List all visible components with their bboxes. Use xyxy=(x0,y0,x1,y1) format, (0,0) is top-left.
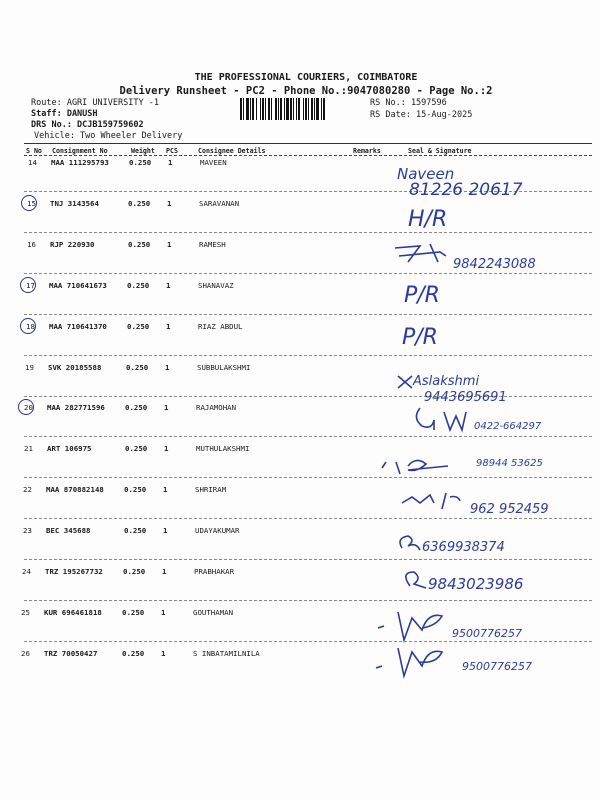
barcode-bar xyxy=(262,98,264,120)
row-weight: 0.250 xyxy=(123,567,146,576)
row-pcs: 1 xyxy=(168,158,173,167)
barcode-bar xyxy=(265,98,266,120)
barcode-bar xyxy=(275,98,277,120)
row-pcs: 1 xyxy=(161,649,166,658)
row-sno: 24 xyxy=(22,567,31,576)
barcode-bar xyxy=(323,98,325,120)
row-pcs: 1 xyxy=(164,444,169,453)
staff-label: Staff: DANUSH xyxy=(31,109,98,119)
signature-21 xyxy=(382,460,448,474)
handwriting-23-number: 6369938374 xyxy=(422,540,505,555)
row-pcs: 1 xyxy=(164,403,169,412)
row-pcs: 1 xyxy=(163,526,168,535)
barcode-bar xyxy=(305,98,307,120)
barcode-bar xyxy=(308,98,309,120)
row-weight: 0.250 xyxy=(125,444,148,453)
row-sno: 21 xyxy=(24,444,33,453)
row-separator xyxy=(24,641,592,642)
row-consignee: SHANAVAZ xyxy=(198,281,234,290)
row-consignee: RIAZ ABDUL xyxy=(198,322,243,331)
row-pcs: 1 xyxy=(167,240,172,249)
row-separator xyxy=(24,559,592,560)
vehicle-label: Vehicle: Two Wheeler Delivery xyxy=(34,131,183,141)
row-sno: 14 xyxy=(28,158,37,167)
barcode-bar xyxy=(314,98,315,120)
handwriting-16-number: 9842243088 xyxy=(453,257,536,272)
signature-19-mark xyxy=(398,376,412,388)
handwriting-15: H/R xyxy=(408,207,448,232)
row-weight: 0.250 xyxy=(124,485,147,494)
barcode-bar xyxy=(311,98,313,120)
signature-16-strike xyxy=(395,244,446,262)
row-consignment: MAA 710641370 xyxy=(49,322,107,331)
row-consignee: SHRIRAM xyxy=(195,485,227,494)
row-sno: 26 xyxy=(21,649,30,658)
col-consignment: Consignment No xyxy=(52,147,108,155)
barcode-bar xyxy=(303,98,304,120)
row-pcs: 1 xyxy=(166,281,171,290)
row-consignment: MAA 870882148 xyxy=(46,485,104,494)
row-pcs: 1 xyxy=(166,322,171,331)
company-title: THE PROFESSIONAL COURIERS, COIMBATORE xyxy=(194,72,418,83)
col-consignee: Consignee Details xyxy=(198,147,266,155)
row-consignment: TRZ 70050427 xyxy=(44,649,98,658)
row-consignee: S INBATAMILNILA xyxy=(193,649,260,658)
handwriting-21-number: 98944 53625 xyxy=(476,458,543,469)
barcode-bar xyxy=(284,98,285,120)
route-label: Route: AGRI UNIVERSITY -1 xyxy=(31,98,159,108)
barcode-bar xyxy=(250,98,251,120)
row-weight: 0.250 xyxy=(129,158,152,167)
row-circle-mark xyxy=(18,399,34,415)
row-sno: 16 xyxy=(27,240,36,249)
rs-number: RS No.: 1597596 xyxy=(370,98,447,108)
barcode-bar xyxy=(256,98,257,120)
barcode-bar xyxy=(246,98,249,120)
row-separator xyxy=(24,436,592,437)
barcode-bar xyxy=(240,98,242,120)
barcode xyxy=(240,98,362,120)
row-consignee: MAVEEN xyxy=(200,158,227,167)
handwriting-26-number: 9500776257 xyxy=(462,660,532,673)
row-separator xyxy=(24,314,592,315)
handwriting-22-number: 962 952459 xyxy=(470,502,549,517)
row-separator xyxy=(24,273,592,274)
col-remarks: Remarks xyxy=(353,147,381,155)
header-bottom-rule xyxy=(24,155,592,156)
row-separator xyxy=(24,600,592,601)
barcode-bar xyxy=(316,98,319,120)
col-weight: Weight xyxy=(131,147,155,155)
row-weight: 0.250 xyxy=(126,363,149,372)
row-consignee: RAJAMOHAN xyxy=(196,403,237,412)
col-sno: S No xyxy=(26,147,42,155)
barcode-bar xyxy=(290,98,292,120)
row-sno: 25 xyxy=(21,608,30,617)
handwriting-19-number: 9443695691 xyxy=(424,390,507,405)
row-consignment: MAA 282771596 xyxy=(47,403,105,412)
barcode-bar xyxy=(293,98,294,120)
row-consignment: TNJ 3143564 xyxy=(50,199,99,208)
row-circle-mark xyxy=(21,195,37,211)
row-sno: 18 xyxy=(26,322,35,331)
runsheet-title: Delivery Runsheet - PC2 - Phone No.:9047080280 - Page No.:2 xyxy=(119,85,493,97)
barcode-bar xyxy=(321,98,322,120)
signature-26 xyxy=(376,648,442,676)
barcode-bar xyxy=(252,98,254,120)
barcode-bar xyxy=(280,98,282,120)
row-consignment: MAA 710641673 xyxy=(49,281,107,290)
signature-25 xyxy=(378,612,442,640)
row-circle-mark xyxy=(20,318,36,334)
signature-20 xyxy=(416,408,466,430)
row-weight: 0.250 xyxy=(128,199,151,208)
header-top-rule xyxy=(24,143,592,144)
barcode-bar xyxy=(243,98,244,120)
row-separator xyxy=(24,355,592,356)
row-sno: 19 xyxy=(25,363,34,372)
row-separator xyxy=(24,518,592,519)
row-pcs: 1 xyxy=(162,567,167,576)
row-consignment: RJP 220930 xyxy=(50,240,95,249)
row-consignment: KUR 696461818 xyxy=(44,608,102,617)
handwriting-19-name: Aslakshmi xyxy=(413,374,480,389)
row-consignment: SVK 20185588 xyxy=(48,363,102,372)
barcode-bar xyxy=(298,98,300,120)
row-weight: 0.250 xyxy=(122,649,145,658)
row-circle-mark xyxy=(20,277,36,293)
col-seal-signature: Seal & Signature xyxy=(408,147,472,155)
barcode-bar xyxy=(278,98,279,120)
row-weight: 0.250 xyxy=(125,403,148,412)
row-separator xyxy=(24,477,592,478)
row-weight: 0.250 xyxy=(128,240,151,249)
row-weight: 0.250 xyxy=(124,526,147,535)
handwriting-20-number: 0422-664297 xyxy=(474,421,542,432)
signature-22 xyxy=(402,493,460,509)
handwriting-17: P/R xyxy=(404,283,440,308)
row-pcs: 1 xyxy=(163,485,168,494)
row-consignment: BEC 345688 xyxy=(46,526,91,535)
handwriting-14-number: 81226 20617 xyxy=(409,180,523,200)
col-pcs: PCS xyxy=(166,147,178,155)
rs-date: RS Date: 15-Aug-2025 xyxy=(370,110,473,120)
handwriting-25-number: 9500776257 xyxy=(452,627,522,640)
row-consignee: SUBBULAKSHMI xyxy=(197,363,251,372)
row-consignment: TRZ 195267732 xyxy=(45,567,103,576)
row-pcs: 1 xyxy=(167,199,172,208)
row-sno: 17 xyxy=(26,281,35,290)
row-pcs: 1 xyxy=(161,608,166,617)
row-weight: 0.250 xyxy=(127,322,150,331)
row-consignee: SARAVANAN xyxy=(199,199,240,208)
row-sno: 20 xyxy=(24,403,33,412)
drs-number: DRS No.: DCJB159759602 xyxy=(31,120,144,130)
barcode-bar xyxy=(260,98,261,120)
signature-23 xyxy=(400,536,420,550)
row-separator xyxy=(24,232,592,233)
signature-24 xyxy=(406,572,426,588)
row-weight: 0.250 xyxy=(127,281,150,290)
row-weight: 0.250 xyxy=(122,608,145,617)
handwriting-18: P/R xyxy=(402,325,438,350)
row-pcs: 1 xyxy=(165,363,170,372)
row-consignment: ART 106975 xyxy=(47,444,92,453)
row-consignment: MAA 111295793 xyxy=(51,158,109,167)
row-consignee: RAMESH xyxy=(199,240,226,249)
row-consignee: PRABHAKAR xyxy=(194,567,235,576)
row-consignee: GOUTHAMAN xyxy=(193,608,234,617)
row-consignee: UDAYAKUMAR xyxy=(195,526,240,535)
barcode-bar xyxy=(268,98,270,120)
row-sno: 15 xyxy=(27,199,36,208)
row-sno: 22 xyxy=(23,485,32,494)
row-consignee: MUTHULAKSHMI xyxy=(196,444,250,453)
barcode-bar xyxy=(296,98,297,120)
barcode-bar xyxy=(286,98,289,120)
row-separator xyxy=(24,396,592,397)
barcode-bar xyxy=(271,98,272,120)
row-sno: 23 xyxy=(23,526,32,535)
handwriting-14-name: Naveen xyxy=(397,165,455,183)
handwriting-24-number: 9843023986 xyxy=(428,575,524,593)
